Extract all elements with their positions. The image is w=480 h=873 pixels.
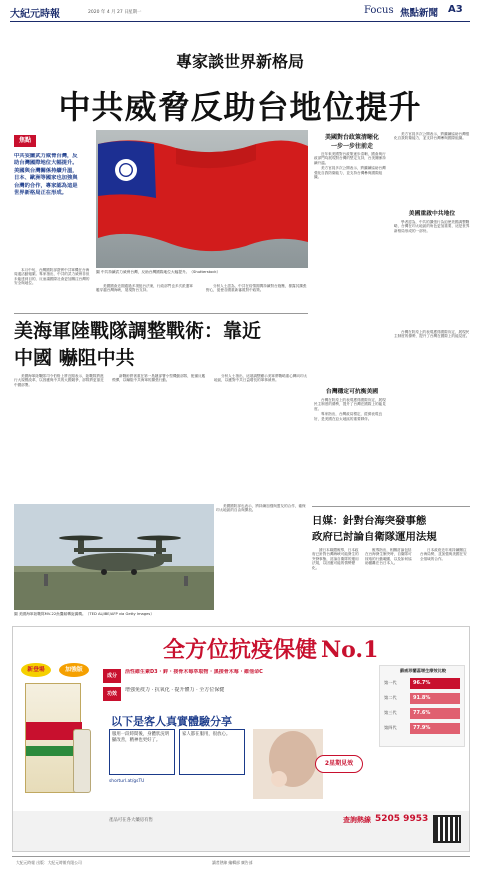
masthead-logo: 大紀元時報 — [10, 9, 60, 20]
flag-photo — [96, 130, 308, 268]
japan-col-1-text: 據日本媒體報導，日本政府已針對台灣海峽可能發生的突發事態，討論自衛隊的運用法規，以因應可能的情勢變化。 — [312, 548, 359, 570]
masthead-date: 2020 年 4 月 27 日 — [88, 10, 129, 15]
osprey-aircraft-image — [14, 504, 214, 610]
osprey-photo — [14, 504, 214, 610]
ad-side-row-label: 第四代 — [384, 725, 397, 730]
health-ad — [12, 626, 470, 852]
mid-right-p1b: 台灣在防疫上的表現獲得國際肯定，展現民主制度的優勢，提升了台灣在國際上的能見度。 — [394, 330, 470, 339]
ad-person-photo — [253, 729, 323, 799]
taiwan-flag-image — [96, 130, 308, 268]
ad-product-area — [19, 659, 97, 829]
ad-side-row — [384, 693, 462, 705]
top-story-col-2 — [96, 284, 196, 310]
bottom-bar-line-2: 讀者熱線 編輯部 廣告部 — [212, 860, 253, 865]
bottom-bar — [12, 856, 470, 870]
right-col-heading-1-sub: 一步一步往前走 — [330, 143, 373, 150]
mid-right-p2: 專家指出，台灣政局穩定，經濟表現良好，是美國在亞太地區的重要夥伴。 — [314, 412, 383, 421]
flag-photo-caption: 圖 中共持續武力威脅台灣，反助台灣國際地位大幅提升。（Shutterstock） — [96, 270, 221, 274]
japan-headline-1: 日媒：針對台海突發事態 — [312, 515, 427, 527]
ad-testimonial-2: 家人都在服用，很放心。 — [179, 729, 245, 775]
focus-summary: 中共妄圖武力威脅台灣，反助台灣國際地位大幅提升。美國與台灣關係持續升溫，日本、歐洲等國家也加強與台灣的合作，專家認為這是世界新格局正在形成。 — [14, 153, 78, 197]
focus-label: 焦點 — [14, 135, 36, 147]
right-col-p2: 美方官員多次公開表示，將繼續協助台灣強化自我防衛能力，並支持台灣參與國際組織。 — [314, 166, 386, 180]
mid-right-p1: 台灣在防疫上的表現獲得國際肯定，展現民主制度的優勢，提升了台灣在國際上的能見度。 — [314, 398, 386, 411]
right-col-heading-2: 美國重啟中共地位 — [408, 211, 456, 217]
japan-headline-2: 政府已討論自衛隊運用法規 — [312, 531, 437, 543]
top-story-col-3-text: 分析人士認為，中共在疫情期間持續對台施壓，暴露其擴張野心，促使各國重新審視對中政策。 — [206, 284, 307, 293]
usmc-col-3 — [214, 374, 308, 502]
ad-benefits: 增強免疫力 · 抗氧化 · 提升體力 · 全方位保健 — [125, 687, 225, 693]
ad-side-row-value: 77.9% — [410, 723, 460, 734]
ad-sub-headline: 以下是客人真實體驗分享 — [111, 715, 232, 728]
top-story-col-1-text: 本月中旬，台灣國防部證實中共軍機在台海周邊活動頻繁。專家指出，中共的武力威脅非但未能達到目的，反而讓國際社會更加關注台灣的安全與地位。 — [14, 268, 90, 286]
top-story-kicker: 專家談世界新格局 — [175, 52, 304, 71]
top-story-col-2-text: 美國國會近期通過多項挺台法案，行政部門也多次派遣軍艦穿越台灣海峽，展現對台支持。 — [96, 284, 193, 293]
focus-box — [14, 131, 80, 261]
ad-tag-benefits: 功效 — [103, 687, 121, 701]
ad-side-rows — [384, 678, 462, 744]
ad-side-row-label: 第三代 — [384, 710, 397, 715]
japan-col-3-text: 日本政府近年來持續關注台海局勢，並加強與美國在安全領域的合作。 — [420, 548, 467, 561]
section-divider-2 — [312, 506, 470, 507]
ad-side-row-value: 77.6% — [410, 708, 460, 719]
right-col-text-c — [394, 220, 470, 320]
mid-right-heading: 台灣穩定可抗衡美國 — [325, 389, 379, 395]
japan-col-3 — [420, 548, 470, 622]
ad-warranty-badge: 2星期見效 — [315, 755, 363, 773]
product-bottle-image — [73, 729, 91, 793]
usmc-col-3-text: 分析人士指出，這項調整顯示美軍將戰略重心轉向印太地區，以應對中共日益增長的軍事威脅。 — [214, 374, 308, 383]
usmc-col-4 — [216, 504, 308, 622]
japan-col-1 — [312, 548, 360, 622]
ad-phone-number[interactable]: 5205 9953 — [375, 814, 429, 824]
ad-badge-plus: 加強版 — [59, 663, 89, 677]
ad-side-title: 蘇威珍蘭蕊增生療效比較 — [399, 668, 447, 673]
japan-col-2 — [365, 548, 415, 622]
person-image — [253, 729, 323, 799]
ad-side-row-value: 91.8% — [410, 693, 460, 704]
ad-side-row-label: 第一代 — [384, 680, 397, 685]
ad-headline — [163, 633, 378, 664]
usmc-headline: 美海軍陸戰隊調整戰術：靠近中國 嚇阻中共 — [14, 320, 262, 369]
masthead-rule — [10, 21, 470, 22]
ad-testimonial-1: 服用一段時間後，身體狀況明顯改善，精神也更好了。 — [109, 729, 175, 775]
ad-shop-link[interactable]: shorturl.at/gsTU — [109, 779, 145, 784]
masthead — [0, 0, 480, 24]
top-story-col-1 — [14, 268, 92, 310]
ad-tag-ingredients: 成分 — [103, 669, 121, 683]
ad-side-row — [384, 723, 462, 735]
top-story-headline: 中共威脅反助台地位提升 — [58, 88, 422, 126]
ad-footer-note: 產品可在各大藥房有售 — [109, 818, 153, 823]
usmc-col-2 — [112, 374, 208, 502]
japan-col-2-text: 報導指出，相關討論包括在台海發生衝突時，自衛隊可採取的行動範圍，以及如何協助撤離在台日本人。 — [365, 548, 412, 566]
usmc-col-1-text: 美國海軍陸戰隊司令伯格上將近期表示，陸戰隊將進行大規模改革，以因應與中共的大國競爭，部隊將更靠近中國部署。 — [14, 374, 104, 387]
right-col-p3: 學者認為，中共的擴張行為迫使美國調整戰略，台灣在印太地區的角色更加重要，這是世界新格局形成的一部份。 — [394, 220, 470, 233]
top-story-col-3 — [206, 284, 308, 310]
bottom-bar-line-1: 大紀元時報 出版：大紀元時報有限公司 — [16, 860, 82, 865]
mid-right-text-b — [394, 330, 470, 506]
masthead-issue: 星期一 — [128, 10, 142, 15]
ad-side-table — [379, 665, 465, 747]
ad-footer — [13, 811, 469, 851]
ad-side-row — [384, 678, 462, 690]
ad-ingredients: 活性維生素D3 · 鋅 · 接骨木莓萃取物 · 黑接骨木莓 · 維他命C — [125, 669, 263, 675]
ad-info-rows — [103, 667, 379, 707]
ad-headline-no: No.1 — [321, 637, 379, 663]
ad-side-row-value: 96.7% — [410, 678, 460, 689]
usmc-col-4-text: 美國國防部也表示，將持續加強與盟友的合作，確保印太地區的自由與開放。 — [216, 504, 306, 513]
ad-phone-label: 查詢熱線 — [343, 816, 371, 824]
right-col-p1: 近年來美國對台政策逐步清晰，國會與行政部門均展現對台灣的堅定支持，台美關係持續升溫。 — [314, 152, 386, 165]
right-col-text-a — [314, 152, 388, 256]
mid-right-text-a — [314, 398, 388, 506]
usmc-col-2-text: 新戰術將著重在第一島鏈部署小型機動部隊，配備反艦飛彈，以嚇阻中共海軍的擴張行動。 — [112, 374, 206, 383]
page-number: A3 — [448, 4, 463, 15]
osprey-photo-caption: 圖 美國海軍陸戰隊MV-22魚鷹傾轉旋翼機。（TED ALJIBE/AFP via Getty Images） — [14, 612, 155, 616]
usmc-col-1 — [14, 374, 106, 502]
ad-headline-text: 全方位抗疫保健 — [163, 637, 318, 663]
ad-side-row — [384, 708, 462, 720]
right-col-p1b: 美方官員多次公開表示，將繼續協助台灣強化自我防衛能力，並支持台灣參與國際組織。 — [394, 132, 470, 141]
right-col-text-b — [394, 132, 470, 204]
masthead-section-en: Focus — [364, 5, 394, 16]
ad-side-row-label: 第二代 — [384, 695, 397, 700]
qr-code-icon — [433, 815, 461, 843]
section-divider-1 — [14, 313, 308, 314]
masthead-section-zh: 焦點新聞 — [400, 8, 439, 19]
ad-badge-new: 新登場 — [21, 663, 51, 677]
right-col-heading-1: 美國對台政策清晰化 — [324, 134, 379, 141]
